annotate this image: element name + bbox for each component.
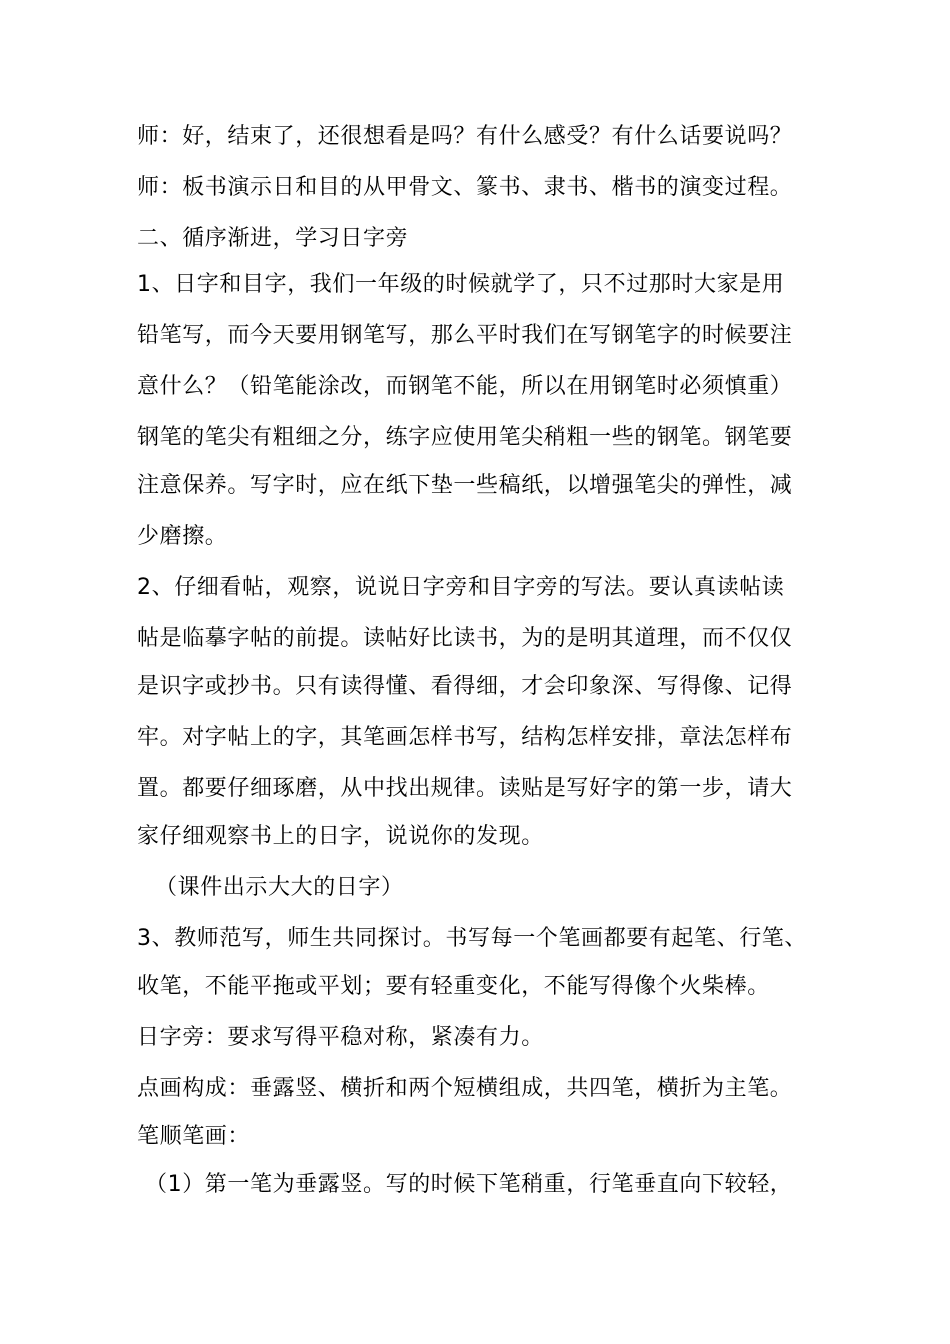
text-line: 少磨擦。 xyxy=(137,524,228,549)
text-line: 帖是临摹字帖的前提。读帖好比读书，为的是明其道理，而不仅仅 xyxy=(137,626,793,651)
text-line: 置。都要仔细琢磨，从中找出规律。读贴是写好字的第一步，请大 xyxy=(137,776,793,801)
text-line: 点画构成：垂露竖、横折和两个短横组成，共四笔，横折为主笔。 xyxy=(137,1076,793,1101)
text-line: 收笔，不能平拖或平划；要有轻重变化，不能写得像个火柴棒。 xyxy=(137,974,770,999)
text-line: 家仔细观察书上的日字，说说你的发现。 xyxy=(137,824,544,849)
text-line: 笔顺笔画： xyxy=(137,1124,251,1149)
text-line: 牢。对字帖上的字，其笔画怎样书写，结构怎样安排，章法怎样布 xyxy=(137,725,793,750)
text-line: 3、教师范写，师生共同探讨。书写每一个笔画都要有起笔、行笔、 xyxy=(137,926,807,951)
text-line: 注意保养。写字时，应在纸下垫一些稿纸，以增强笔尖的弹性，减 xyxy=(137,473,793,498)
text-line: 日字旁：要求写得平稳对称，紧凑有力。 xyxy=(137,1025,544,1050)
text-line: 是识字或抄书。只有读得懂、看得细，才会印象深、写得像、记得 xyxy=(137,674,793,699)
section-heading: 二、循序渐进，学习日字旁 xyxy=(137,226,409,251)
text-line: 2、仔细看帖，观察，说说日字旁和目字旁的写法。要认真读帖读 xyxy=(137,575,785,600)
text-line: 铅笔写，而今天要用钢笔写，那么平时我们在写钢笔字的时候要注 xyxy=(137,323,793,348)
text-line: 意什么？（铅笔能涂改，而钢笔不能，所以在用钢笔时必须慎重） xyxy=(137,374,793,399)
text-line: 1、日字和目字，我们一年级的时候就学了，只不过那时大家是用 xyxy=(137,272,785,297)
courseware-note: （课件出示大大的日字） xyxy=(155,875,404,900)
text-line: 师：好，结束了，还很想看是吗？有什么感受？有什么话要说吗？ xyxy=(137,124,793,149)
text-line: （1）第一笔为垂露竖。写的时候下笔稍重，行笔垂直向下较轻， xyxy=(145,1172,793,1197)
text-line: 钢笔的笔尖有粗细之分，练字应使用笔尖稍粗一些的钢笔。钢笔要 xyxy=(137,425,793,450)
text-line: 师：板书演示日和目的从甲骨文、篆书、隶书、楷书的演变过程。 xyxy=(137,175,793,200)
